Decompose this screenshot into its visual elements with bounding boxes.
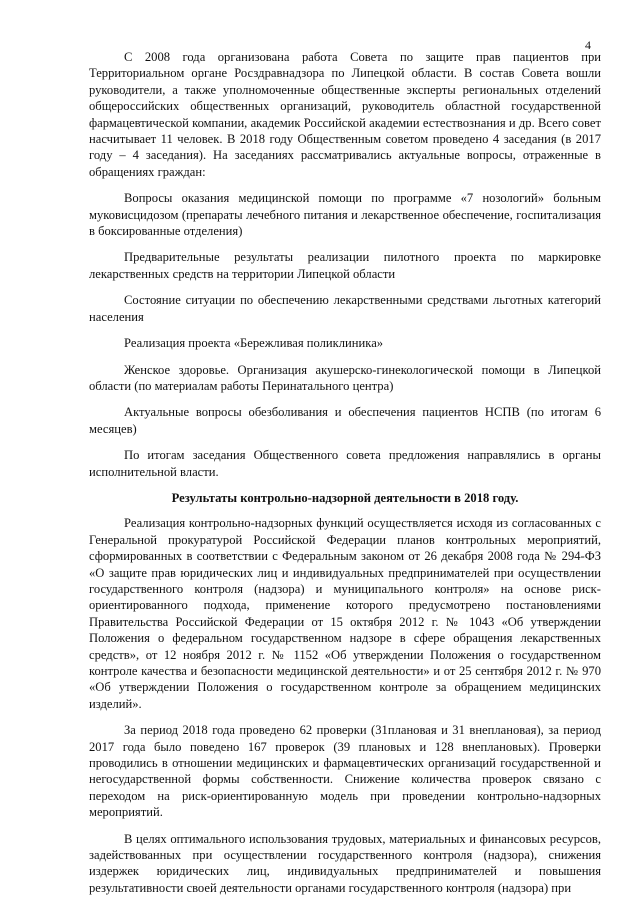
control-functions-paragraph: Реализация контрольно-надзорных функций осуществляется исходя из согласованных с Генеральной прокуратурой Российской Федерации планов контрольных мероприятий, сформированных в соответствии с Федеральным законом от 26 декабря 2008 года № 294-ФЗ «О защите прав юридических лиц и индивидуальных предпринимателей при осуществлении государственного контроля (надзора) и муниципального контроля» на основе риск-ориентированного подхода, применение которого предусмотрено постановлениями Правительства Российской Федерации от 15 октября 2012 г. № 1043 «Об утверждении Положения о федеральном государственном надзоре в сфере обращения лекарственных средств», от 12 ноября 2012 г. № 1152 «Об утверждении Положения о государственном контроле качества и безопасности медицинской деятельности» и от 25 сентября 2012 г. № 970 «Об утверждении Положения о государственном контроле за обращением медицинских изделий». [89, 516, 601, 711]
topic-paragraph-4: Реализация проекта «Бережливая поликлиника» [124, 336, 384, 351]
section-heading: Результаты контрольно-надзорной деятельности в 2018 году. [171, 490, 519, 505]
document-body [89, 49, 601, 896]
optimization-paragraph: В целях оптимального использования трудовых, материальных и финансовых ресурсов, задействованных при осуществлении государственного контроля (надзора), снижения издержек юридических лиц, индивидуальных предпринимателей и повышения результативности своей деятельности органами государственного контроля (надзора) при [89, 831, 601, 895]
intro-paragraph: С 2008 года организована работа Совета по защите прав пациентов при Территориальном органе Росздравнадзора по Липецкой области. В состав Совета вошли руководители, а также уполномоченные общественные эксперты региональных отделений общероссийских общественных организаций, руководитель областной государственной фармацевтической компании, академик Российской академии естествознания и др. Всего совет насчитывает 11 человек. В 2018 году Общественным советом проведено 4 заседания (в 2017 году – 4 заседания). На заседаниях рассматривались актуальные вопросы, отраженные в обращениях граждан: [89, 50, 601, 179]
inspections-paragraph: За период 2018 года проведено 62 проверки (31плановая и 31 внеплановая), за период 2017 года было поведено 167 проверок (39 плановых и 128 внеплановых). Проверки проводились в отношении медицинских и фармацевтических организаций государственной и негосударственной формы собственности. Снижение количества проверок связано с переходом на риск-ориентированную модель при проведении контрольно-надзорных мероприятий. [89, 723, 601, 820]
topic-paragraph-5: Женское здоровье. Организация акушерско-гинекологической помощи в Липецкой области (по материалам работы Перинатального центра) [89, 362, 601, 393]
topic-paragraph-6: Актуальные вопросы обезболивания и обеспечения пациентов НСПВ (по итогам 6 месяцев) [89, 405, 601, 436]
page-number: 4 [585, 38, 591, 52]
topic-paragraph-3: Состояние ситуации по обеспечению лекарственными средствами льготных категорий населения [89, 293, 601, 324]
council-result-paragraph: По итогам заседания Общественного совета предложения направлялись в органы исполнительной власти. [89, 448, 601, 479]
topic-paragraph-1: Вопросы оказания медицинской помощи по программе «7 нозологий» больным муковисцидозом (препараты лечебного питания и лекарственное обеспечение, госпитализация в боксированные отделения) [89, 191, 601, 239]
topic-paragraph-2: Предварительные результаты реализации пилотного проекта по маркировке лекарственных средств на территории Липецкой области [89, 250, 601, 281]
